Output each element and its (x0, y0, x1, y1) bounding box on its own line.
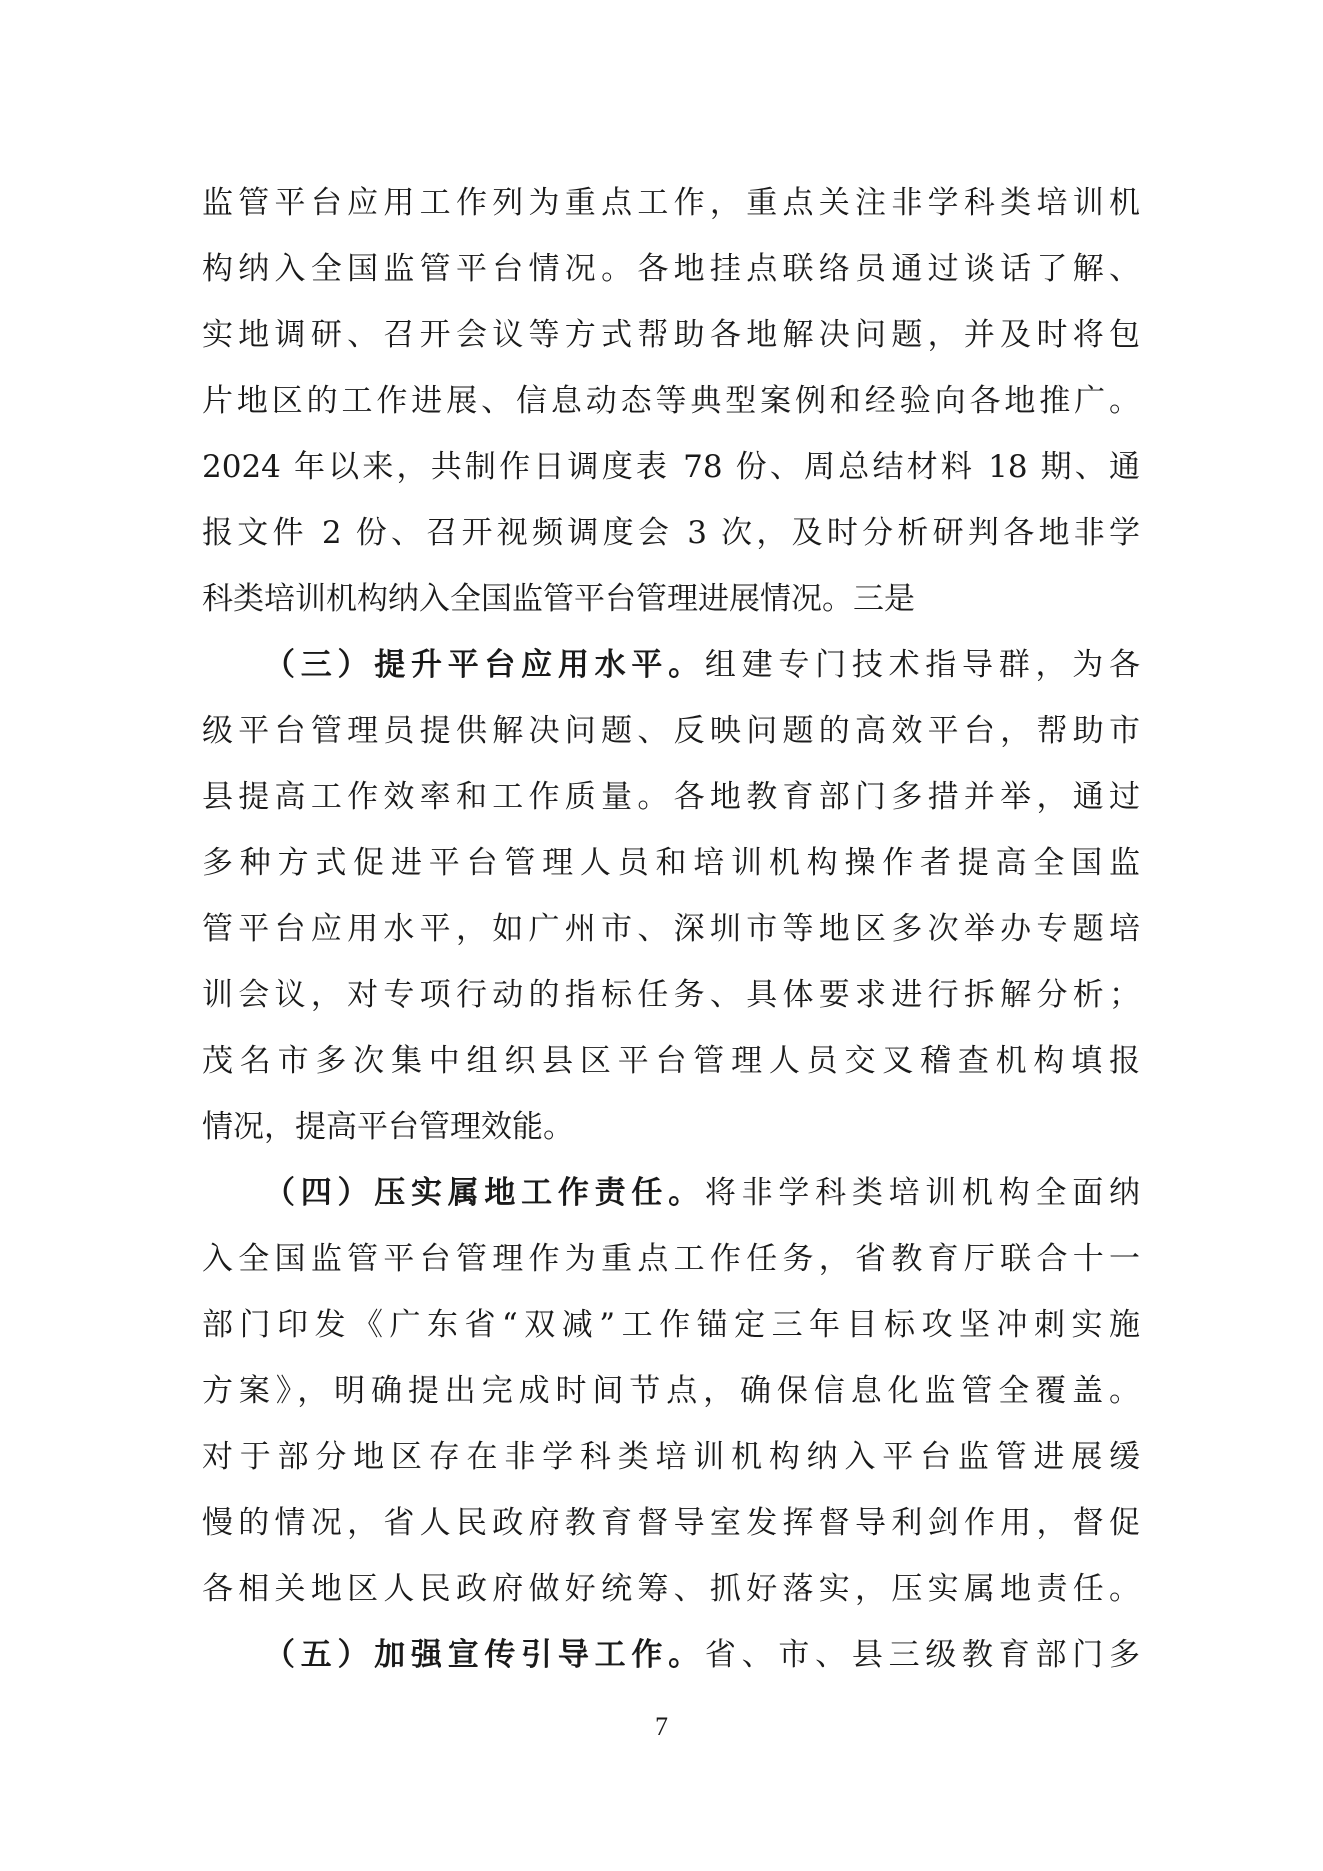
section-heading: （四）压实属地工作责任。 (264, 1175, 705, 1211)
text-line: 部门印发《广东省“双减”工作锚定三年目标攻坚冲刺实施 (202, 1307, 1140, 1343)
body-text (202, 170, 1140, 1688)
section-heading-line (202, 1622, 1140, 1688)
text-line: 报文件 2 份、召开视频调度会 3 次，及时分析研判各地非学 (202, 515, 1140, 551)
text-line: 方案》，明确提出完成时间节点，确保信息化监管全覆盖。 (202, 1373, 1140, 1409)
text-line: 2024 年以来，共制作日调度表 78 份、周总结材料 18 期、通 (202, 449, 1140, 485)
text-line: 对于部分地区存在非学科类培训机构纳入平台监管进展缓 (202, 1439, 1140, 1475)
text-line: 各相关地区人民政府做好统筹、抓好落实，压实属地责任。 (202, 1571, 1140, 1607)
section-text: 组建专门技术指导群，为各 (704, 647, 1141, 683)
text-line: 片地区的工作进展、信息动态等典型案例和经验向各地推广。 (202, 383, 1140, 419)
section-text: 将非学科类培训机构全面纳 (704, 1175, 1141, 1211)
section-heading-line (202, 632, 1140, 698)
text-line: 县提高工作效率和工作质量。各地教育部门多措并举，通过 (202, 779, 1140, 815)
text-line: 实地调研、召开会议等方式帮助各地解决问题，并及时将包 (202, 317, 1140, 353)
text-line: 管平台应用水平，如广州市、深圳市等地区多次举办专题培 (202, 911, 1140, 947)
text-line: 慢的情况，省人民政府教育督导室发挥督导利剑作用，督促 (202, 1505, 1140, 1541)
text-line: 训会议，对专项行动的指标任务、具体要求进行拆解分析； (202, 977, 1140, 1013)
text-line: 入全国监管平台管理作为重点工作任务，省教育厅联合十一 (202, 1241, 1140, 1277)
section-heading-line (202, 1160, 1140, 1226)
page-number: 7 (655, 1712, 668, 1741)
text-line: 多种方式促进平台管理人员和培训机构操作者提高全国监 (202, 845, 1140, 881)
text-line: 构纳入全国监管平台情况。各地挂点联络员通过谈话了解、 (202, 251, 1140, 287)
section-heading: （三）提升平台应用水平。 (264, 647, 705, 683)
text-line: 级平台管理员提供解决问题、反映问题的高效平台，帮助市 (202, 713, 1140, 749)
section-text: 省、市、县三级教育部门多 (704, 1637, 1141, 1673)
text-line: 科类培训机构纳入全国监管平台管理进展情况。三是 (202, 581, 915, 617)
text-line: 茂名市多次集中组织县区平台管理人员交叉稽查机构填报 (202, 1043, 1140, 1079)
section-heading: （五）加强宣传引导工作。 (264, 1637, 705, 1673)
text-line: 情况，提高平台管理效能。 (202, 1109, 574, 1145)
text-line: 监管平台应用工作列为重点工作，重点关注非学科类培训机 (202, 185, 1140, 221)
